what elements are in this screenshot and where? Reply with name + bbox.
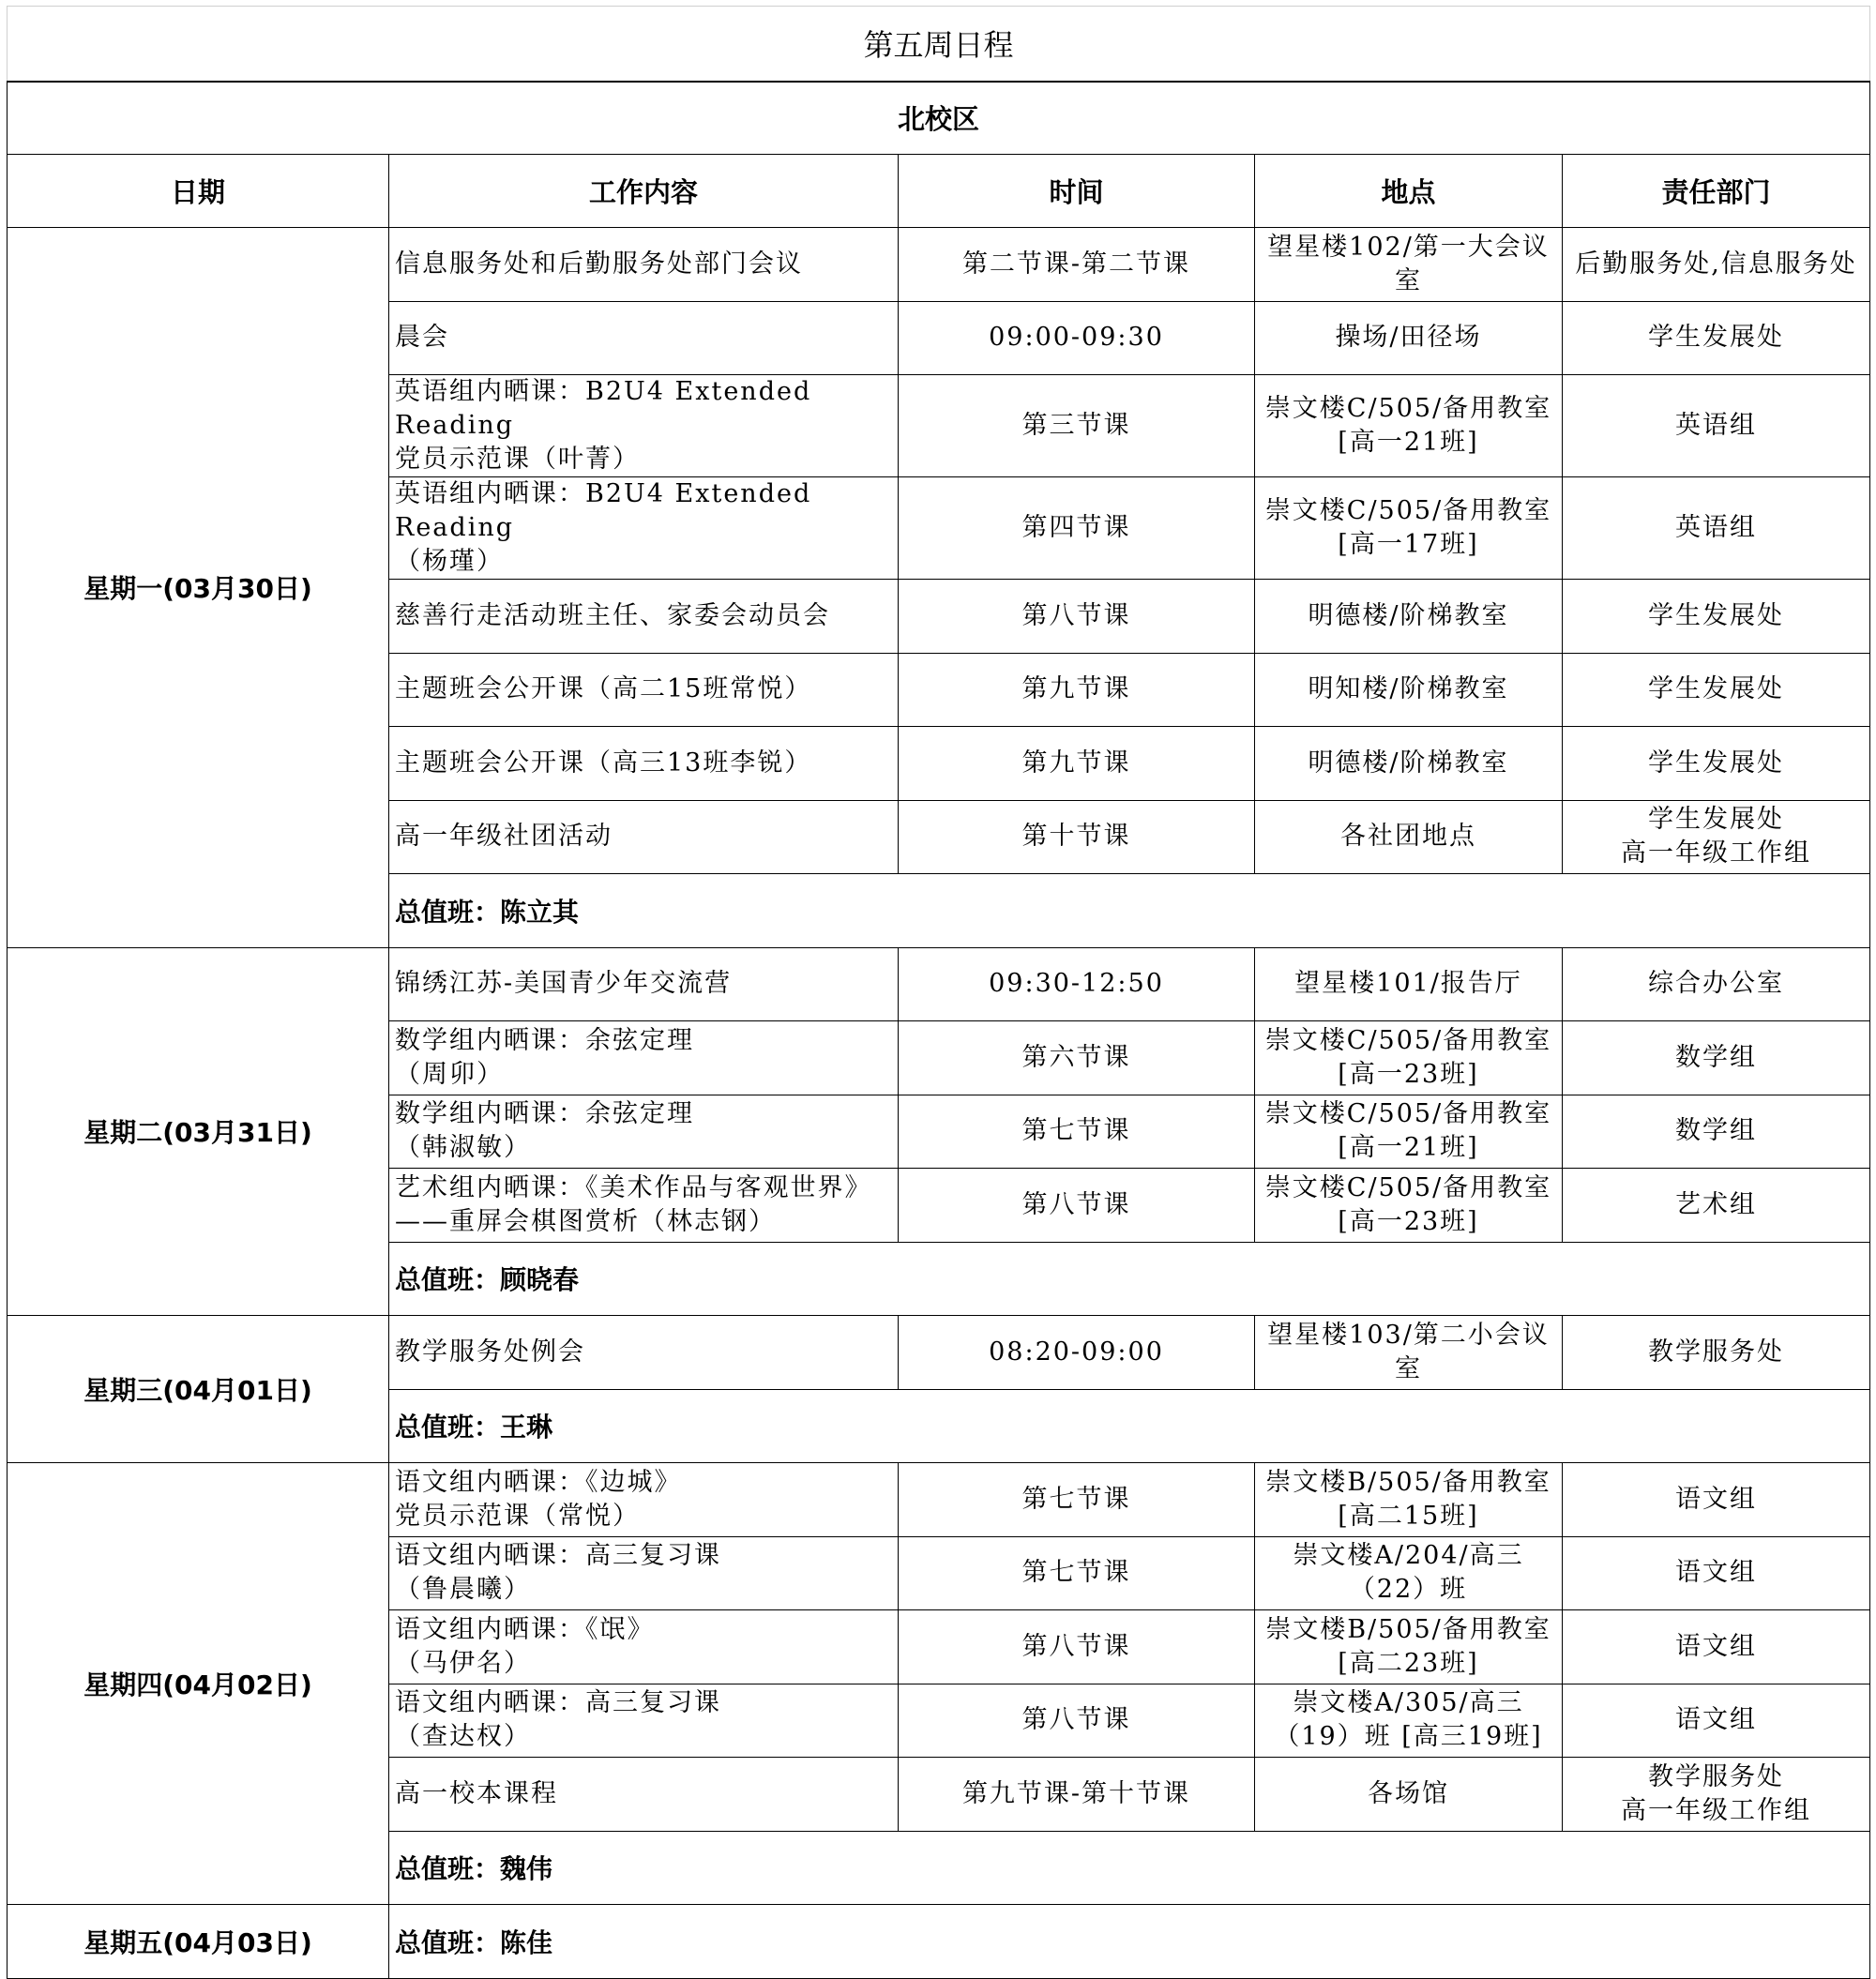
cell-line: 高一年级工作组 [1621,838,1812,869]
work-content [389,1463,899,1537]
cell-line: 综合办公室 [1648,969,1785,999]
place-cell [1255,1536,1563,1610]
day-date: 星期二(03月31日) [8,947,389,1316]
dept-cell [1563,727,1870,801]
cell-line: （韩淑敏） [395,1133,531,1163]
day-date: 星期五(04月03日) [8,1905,389,1979]
cell-line: [高一21班] [1338,428,1479,457]
cell-line: [高一23班] [1338,1059,1479,1089]
time-cell: 第七节课 [899,1463,1255,1537]
cell-line: 艺术组 [1675,1189,1758,1219]
cell-line: 崇文楼C/505/备用教室 [1264,394,1552,423]
schedule-table [7,6,1870,1979]
schedule-row [8,228,1870,302]
dept-cell [1563,228,1870,302]
time-cell: 第四节课 [899,477,1255,580]
time-cell: 第八节课 [899,1684,1255,1758]
cell-line: 慈善行走活动班主任、家委会动员会 [395,600,830,630]
dept-cell [1563,1021,1870,1095]
dept-cell [1563,477,1870,580]
dept-cell [1563,1463,1870,1537]
cell-line: 学生发展处 [1648,323,1785,353]
duty-row [8,1905,1870,1979]
cell-line: 数学组 [1675,1116,1758,1146]
time-cell: 09:30-12:50 [899,947,1255,1021]
cell-line: 党员示范课（叶菁） [395,445,640,474]
work-content [389,580,899,654]
cell-line: 数学组内晒课：余弦定理 [395,1025,694,1055]
cell-line: 明知楼/阶梯教室 [1308,674,1509,704]
time-cell: 第七节课 [899,1536,1255,1610]
place-cell [1255,947,1563,1021]
cell-line: 语文组内晒课：高三复习课 [395,1688,721,1718]
place-cell [1255,727,1563,801]
place-cell [1255,1758,1563,1832]
cell-line: 英语组 [1675,411,1758,440]
cell-line: 学生发展处 [1648,600,1785,630]
cell-line: 后勤服务处,信息服务处 [1575,249,1857,279]
title-row [8,7,1870,82]
place-cell [1255,1684,1563,1758]
time-cell: 第八节课 [899,1169,1255,1243]
header-time: 时间 [899,155,1255,228]
work-content [389,1021,899,1095]
cell-line: （周卯） [395,1059,504,1089]
place-cell [1255,375,1563,477]
cell-line: （查达权） [395,1722,531,1752]
place-cell [1255,653,1563,727]
work-content [389,800,899,874]
time-cell: 第二节课-第二节课 [899,228,1255,302]
time-cell: 第十节课 [899,800,1255,874]
cell-line: 各社团地点 [1340,822,1476,852]
cell-line: （22）班 [1349,1575,1468,1605]
cell-line: 高一年级工作组 [1621,1795,1812,1825]
cell-line: 教学服务处例会 [395,1337,585,1367]
cell-line: 高一校本课程 [395,1778,558,1808]
cell-line: 教学服务处 [1648,1761,1785,1791]
work-content [389,1684,899,1758]
work-content [389,947,899,1021]
cell-line: 语文组 [1675,1558,1758,1588]
work-content [389,301,899,375]
duty-officer: 总值班：王琳 [389,1389,1870,1463]
dept-cell [1563,947,1870,1021]
cell-line: 主题班会公开课（高二15班常悦） [395,674,812,704]
time-cell: 第三节课 [899,375,1255,477]
cell-line: 操场/田径场 [1335,323,1482,353]
place-cell [1255,1169,1563,1243]
cell-line: [高二23班] [1338,1648,1479,1678]
cell-line: 英语组内晒课：B2U4 Extended Reading [395,479,812,542]
work-content [389,1095,899,1169]
cell-line: 语文组 [1675,1631,1758,1661]
cell-line: 信息服务处和后勤服务处部门会议 [395,249,803,279]
dept-cell [1563,1536,1870,1610]
work-content [389,727,899,801]
time-cell: 第九节课 [899,653,1255,727]
cell-line: 英语组内晒课：B2U4 Extended Reading [395,377,812,440]
cell-line: 望星楼103/第二小会议室 [1267,1320,1550,1383]
cell-line: 数学组内晒课：余弦定理 [395,1099,694,1129]
cell-line: 崇文楼B/505/备用教室 [1265,1614,1551,1644]
dept-cell [1563,1316,1870,1390]
cell-line: 英语组 [1675,513,1758,542]
day-date: 星期一(03月30日) [8,228,389,948]
dept-cell [1563,301,1870,375]
cell-line: 崇文楼C/505/备用教室 [1264,1025,1552,1055]
cell-line: ——重屏会棋图赏析（林志钢） [395,1206,776,1236]
cell-line: 学生发展处 [1648,674,1785,704]
cell-line: 高一年级社团活动 [395,822,613,852]
work-content [389,1169,899,1243]
header-place: 地点 [1255,155,1563,228]
work-content [389,375,899,477]
cell-line: 语文组 [1675,1484,1758,1514]
campus-name: 北校区 [8,82,1870,155]
page-title: 第五周日程 [8,7,1870,82]
dept-cell [1563,1758,1870,1832]
dept-cell [1563,1684,1870,1758]
place-cell [1255,580,1563,654]
schedule-sheet [7,6,1869,1979]
cell-line: 党员示范课（常悦） [395,1501,640,1531]
cell-line: 艺术组内晒课：《美术作品与客观世界》 [395,1172,872,1202]
time-cell: 09:00-09:30 [899,301,1255,375]
place-cell [1255,1021,1563,1095]
dept-cell [1563,580,1870,654]
cell-line: 语文组 [1675,1705,1758,1735]
dept-cell [1563,800,1870,874]
dept-cell [1563,653,1870,727]
cell-line: 锦绣江苏-美国青少年交流营 [395,969,733,999]
header-dept: 责任部门 [1563,155,1870,228]
cell-line: （杨瑾） [395,547,504,576]
cell-line: 崇文楼C/505/备用教室 [1264,496,1552,525]
cell-line: 明德楼/阶梯教室 [1308,748,1509,778]
place-cell [1255,1463,1563,1537]
duty-officer: 总值班：陈佳 [389,1905,1870,1979]
cell-line: 学生发展处 [1648,805,1785,835]
cell-line: [高二15班] [1338,1501,1479,1531]
header-content: 工作内容 [389,155,899,228]
header-row [8,155,1870,228]
cell-line: 学生发展处 [1648,748,1785,778]
dept-cell [1563,1169,1870,1243]
cell-line: 崇文楼A/204/高三 [1293,1541,1524,1571]
cell-line: （鲁晨曦） [395,1575,531,1605]
duty-officer: 总值班：魏伟 [389,1831,1870,1905]
place-cell [1255,1095,1563,1169]
time-cell: 第九节课 [899,727,1255,801]
cell-line: 崇文楼C/505/备用教室 [1264,1099,1552,1129]
time-cell: 第九节课-第十节课 [899,1758,1255,1832]
work-content [389,1758,899,1832]
work-content [389,228,899,302]
cell-line: 崇文楼B/505/备用教室 [1265,1467,1551,1497]
place-cell [1255,301,1563,375]
cell-line: 望星楼101/报告厅 [1294,969,1522,999]
time-cell: 第八节课 [899,1610,1255,1684]
cell-line: 崇文楼A/305/高三 [1293,1688,1524,1718]
cell-line: 语文组内晒课：高三复习课 [395,1541,721,1571]
work-content [389,1316,899,1390]
place-cell [1255,477,1563,580]
header-date: 日期 [8,155,389,228]
time-cell: 08:20-09:00 [899,1316,1255,1390]
cell-line: 语文组内晒课：《边城》 [395,1467,682,1497]
cell-line: 主题班会公开课（高三13班李锐） [395,748,812,778]
cell-line: 教学服务处 [1648,1337,1785,1367]
cell-line: （马伊名） [395,1648,531,1678]
cell-line: 语文组内晒课：《氓》 [395,1614,655,1644]
cell-line: 晨会 [395,323,449,353]
work-content [389,477,899,580]
cell-line: [高一17班] [1338,530,1479,559]
work-content [389,653,899,727]
dept-cell [1563,1095,1870,1169]
schedule-row [8,1316,1870,1390]
duty-officer: 总值班：陈立其 [389,874,1870,948]
cell-line: [高一21班] [1338,1133,1479,1163]
place-cell [1255,1316,1563,1390]
cell-line: （19）班 [高三19班] [1274,1722,1543,1752]
dept-cell [1563,375,1870,477]
duty-officer: 总值班：顾晓春 [389,1242,1870,1316]
work-content [389,1610,899,1684]
cell-line: 崇文楼C/505/备用教室 [1264,1172,1552,1202]
cell-line: 各场馆 [1368,1778,1449,1808]
day-date: 星期三(04月01日) [8,1316,389,1463]
cell-line: 数学组 [1675,1042,1758,1072]
schedule-row [8,1463,1870,1537]
campus-row [8,82,1870,155]
place-cell [1255,228,1563,302]
place-cell [1255,1610,1563,1684]
time-cell: 第六节课 [899,1021,1255,1095]
time-cell: 第八节课 [899,580,1255,654]
work-content [389,1536,899,1610]
cell-line: 望星楼102/第一大会议 [1267,232,1550,262]
dept-cell [1563,1610,1870,1684]
time-cell: 第七节课 [899,1095,1255,1169]
cell-line: [高一23班] [1338,1206,1479,1236]
place-cell [1255,800,1563,874]
cell-line: 明德楼/阶梯教室 [1308,600,1509,630]
cell-line: 室 [1395,265,1422,295]
schedule-row [8,947,1870,1021]
day-date: 星期四(04月02日) [8,1463,389,1905]
